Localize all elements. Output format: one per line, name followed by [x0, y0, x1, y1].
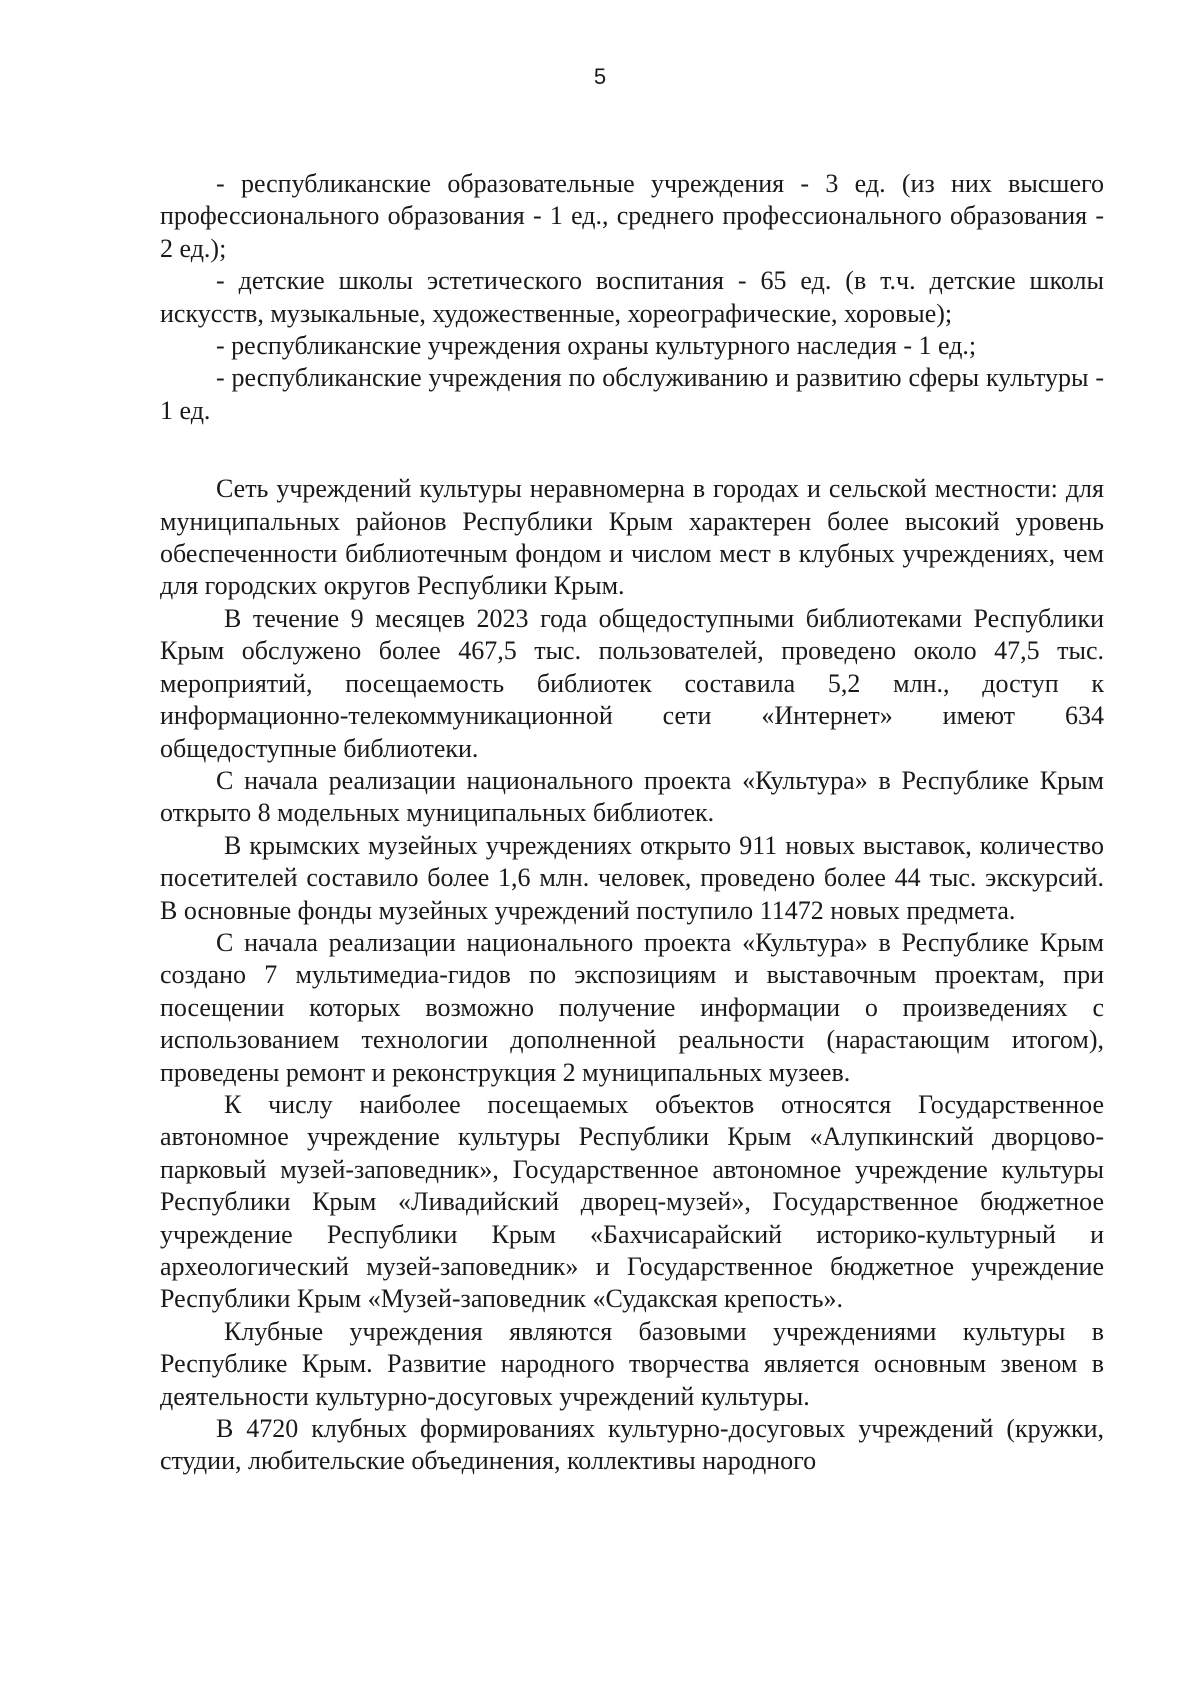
paragraph-network: Сеть учреждений культуры неравномерна в городах и сельской местности: для муниципальных районов Республики Крым характерен более высокий уровень обеспеченности библиотечным фондом и числом мест в клубных учреждениях, чем для городских округов Республики Крым.	[160, 474, 1104, 601]
paragraph-gap	[160, 427, 1104, 473]
document-body	[160, 168, 1104, 1478]
list-item-service: - республиканские учреждения по обслуживанию и развитию сферы культуры - 1 ед.	[160, 363, 1104, 425]
paragraph-model-libraries: С начала реализации национального проекта «Культура» в Республике Крым открыто 8 модельных муниципальных библиотек.	[160, 765, 1104, 828]
paragraph-clubs: Клубные учреждения являются базовыми учреждениями культуры в Республике Крым. Развитие народного творчества является основным звеном в деятельности культурно-досуговых учреждений культуры.	[160, 1316, 1104, 1411]
paragraph-club-formations: В 4720 клубных формированиях культурно-досуговых учреждений (кружки, студии, любительские объединения, коллективы народного	[160, 1414, 1104, 1476]
list-item-heritage: - республиканские учреждения охраны культурного наследия - 1 ед.;	[216, 331, 977, 361]
paragraph-visited-objects: К числу наиболее посещаемых объектов относятся Государственное автономное учреждение культуры Республики Крым «Алупкинский дворцово-парковый музей-заповедник», Государственное автономное учреждение культуры Республики Крым «Ливадийский дворец-музей», Государственное бюджетное учреждение Республики Крым «Бахчисарайский историко-культурный и археологический музей-заповедник» и Государственное бюджетное учреждение Республики Крым «Музей-заповедник «Судакская крепость».	[160, 1089, 1104, 1314]
page-number: 5	[593, 64, 607, 89]
list-item-art-schools: - детские школы эстетического воспитания - 65 ед. (в т.ч. детские школы искусств, музыкальные, художественные, хореографические, хоровые);	[160, 266, 1104, 328]
paragraph-museums: В крымских музейных учреждениях открыто 911 новых выставок, количество посетителей составило более 1,6 млн. человек, проведено более 44 тыс. экскурсий. В основные фонды музейных учреждений поступило 11472 новых предмета.	[160, 830, 1104, 925]
paragraph-libraries: В течение 9 месяцев 2023 года общедоступными библиотеками Республики Крым обслужено более 467,5 тыс. пользователей, проведено около 47,5 тыс. мероприятий, посещаемость библиотек составила 5,2 млн., доступ к информационно-телекоммуникационной сети «Интернет» имеют 634 общедоступные библиотеки.	[160, 603, 1104, 763]
list-item-educational: - республиканские образовательные учреждения - 3 ед. (из них высшего профессионального образования - 1 ед., среднего профессионального образования - 2 ед.);	[160, 169, 1104, 263]
paragraph-multimedia-guides: С начала реализации национального проекта «Культура» в Республике Крым создано 7 мультимедиа-гидов по экспозициям и выставочным проектам, при посещении которых возможно получение информации о произведениях с использованием технологии дополненной реальности (нарастающим итогом), проведены ремонт и реконструкция 2 муниципальных музеев.	[160, 927, 1104, 1087]
